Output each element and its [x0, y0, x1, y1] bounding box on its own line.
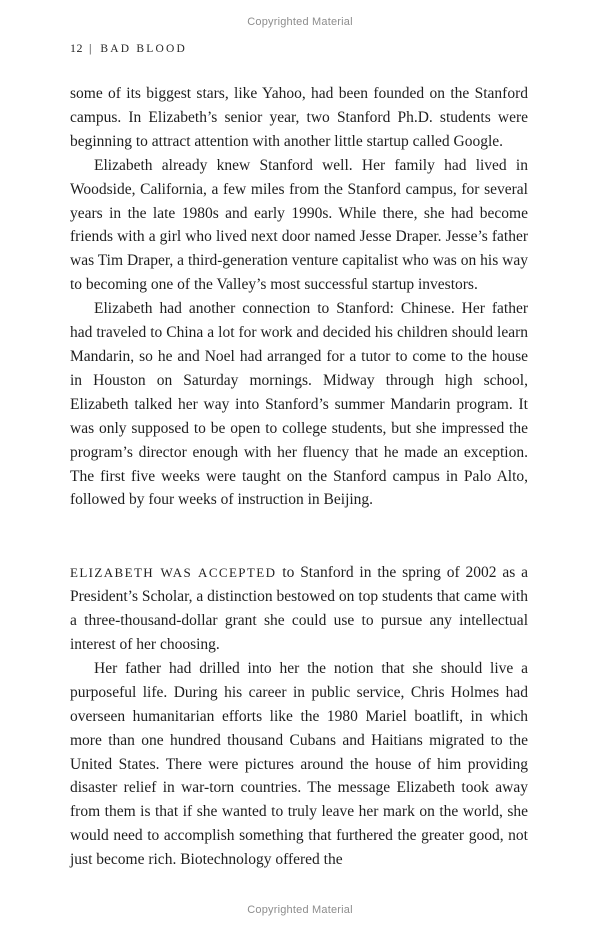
paragraph: ELIZABETH WAS ACCEPTED to Stanford in the spring of 2002 as a President’s Scholar, a distinction bestowed on top students that came with a three-thousand-dollar grant she could use to pursue any intellectual interest of her choosing. [70, 564, 528, 654]
paragraph: Her father had drilled into her the notion that she should live a purposeful life. During his career in public service, Chris Holmes had overseen humanitarian efforts like the 1980 Mariel boatlift, in which more than one hundred thousand Cubans and Haitians migrated to the United States. There were pictures around the house of him providing disaster relief in war-torn countries. The message Elizabeth took away from them is that if she wanted to truly leave her mark on the world, she would need to accomplish something that furthered the greater good, not just become rich. Biotechnology offered the [70, 659, 528, 869]
running-header [70, 41, 187, 56]
paragraph: Elizabeth had another connection to Stanford: Chinese. Her father had traveled to China a lot for work and decided his children should learn Mandarin, so he and Noel had arranged for a tutor to come to the house in Houston on Saturday mornings. Midway through high school, Elizabeth talked her way into Stanford’s summer Mandarin program. It was only supposed to be open to college students, but she impressed the program’s director enough with her fluency that he made an exception. The first five weeks were taught on the Stanford campus in Palo Alto, followed by four weeks of instruction in Beijing. [70, 300, 528, 509]
page-number: 12 [70, 41, 83, 55]
book-title: BAD BLOOD [100, 43, 187, 55]
paragraph: some of its biggest stars, like Yahoo, had been founded on the Stanford campus. In Elizabeth’s senior year, two Stanford Ph.D. students were beginning to attract attention with another little startup called Google. [70, 85, 528, 150]
copyright-notice-top: Copyrighted Material [247, 16, 353, 28]
smallcaps-lead: ELIZABETH WAS ACCEPTED [70, 565, 277, 581]
copyright-notice-bottom: Copyrighted Material [247, 904, 353, 916]
body-text [70, 82, 528, 872]
header-separator: | [89, 41, 93, 55]
paragraph: Elizabeth already knew Stanford well. Her family had lived in Woodside, California, a few miles from the Stanford campus, for several years in the late 1980s and early 1990s. While there, she had become friends with a girl who lived next door named Jesse Draper. Jesse’s father was Tim Draper, a third-generation venture capitalist who was on his way to becoming one of the Valley’s most successful startup investors. [70, 156, 528, 294]
